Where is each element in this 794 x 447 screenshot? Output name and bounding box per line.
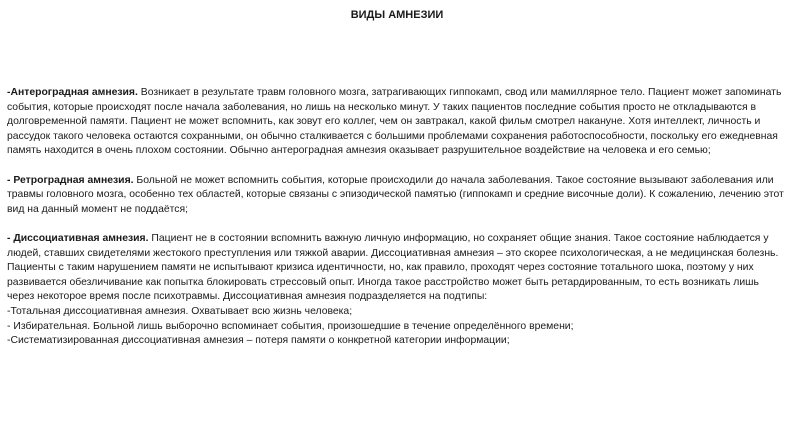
section-dissociative (7, 232, 789, 349)
document-body (7, 86, 789, 349)
subtype-item: -Тотальная диссоциативная амнезия. Охватывает всю жизнь человека; (7, 305, 353, 317)
section-anterograde (7, 86, 789, 159)
section-text: Пациент не в состоянии вспомнить важную личную информацию, но сохраняет общие знания. Такое состояние наблюдается у людей, ставших свидетелями жестокого преступления или тяжкой аварии. Диссоциативная амнезия – это скорее психологическая, а не медицинская болезнь. Пациенты с таким нарушением памяти не испытывают кризиса идентичности, но, как правило, проходят через состояние тотального шока, поэтому у них развивается обезличивание как попытка блокировать стрессовый опыт. Иногда такое расстройство может быть ретардированным, то есть возникать лишь через некоторое время после психотравмы. Диссоциативная амнезия подразделяется на подтипы: (7, 232, 779, 303)
section-retrograde (7, 174, 789, 218)
subtype-item: -Систематизированная диссоциативная амнезия – потеря памяти о конкретной категории информации; (7, 335, 510, 347)
section-term: - Диссоциативная амнезия. (7, 232, 149, 244)
section-text: Больной не может вспомнить события, которые происходили до начала заболевания. Такое состояние вызывают заболевания или травмы головного мозга, особенно тех областей, которые связаны с эпизодической памятью (гиппокамп и средние височные доли). К сожалению, лечению этот вид на данный момент не поддаётся; (7, 174, 784, 215)
section-text: Возникает в результате травм головного мозга, затрагивающих гиппокамп, свод или мамиллярное тело. Пациент может запоминать события, которые происходят после начала заболевания, но лишь на несколько минут. У таких пациентов последние события просто не откладываются в долговременной памяти. Пациент не может вспомнить, как зовут его коллег, чем он завтракал, какой фильм смотрел накануне. Хотя интеллект, личность и рассудок такого человека остаются сохранными, он обычно сталкивается с большими проблемами сохранения работоспособности, поскольку его ежедневная память находится в очень плохом состоянии. Обычно антероградная амнезия оказывает разрушительное воздействие на человека и его семью; (7, 87, 782, 157)
section-term: - Ретроградная амнезия. (7, 174, 134, 186)
page-title: ВИДЫ АМНЕЗИИ (350, 9, 444, 21)
subtype-item: - Избирательная. Больной лишь выборочно вспоминает события, произошедшие в течение определённого времени; (7, 320, 574, 332)
section-term: -Антероградная амнезия. (7, 87, 138, 98)
